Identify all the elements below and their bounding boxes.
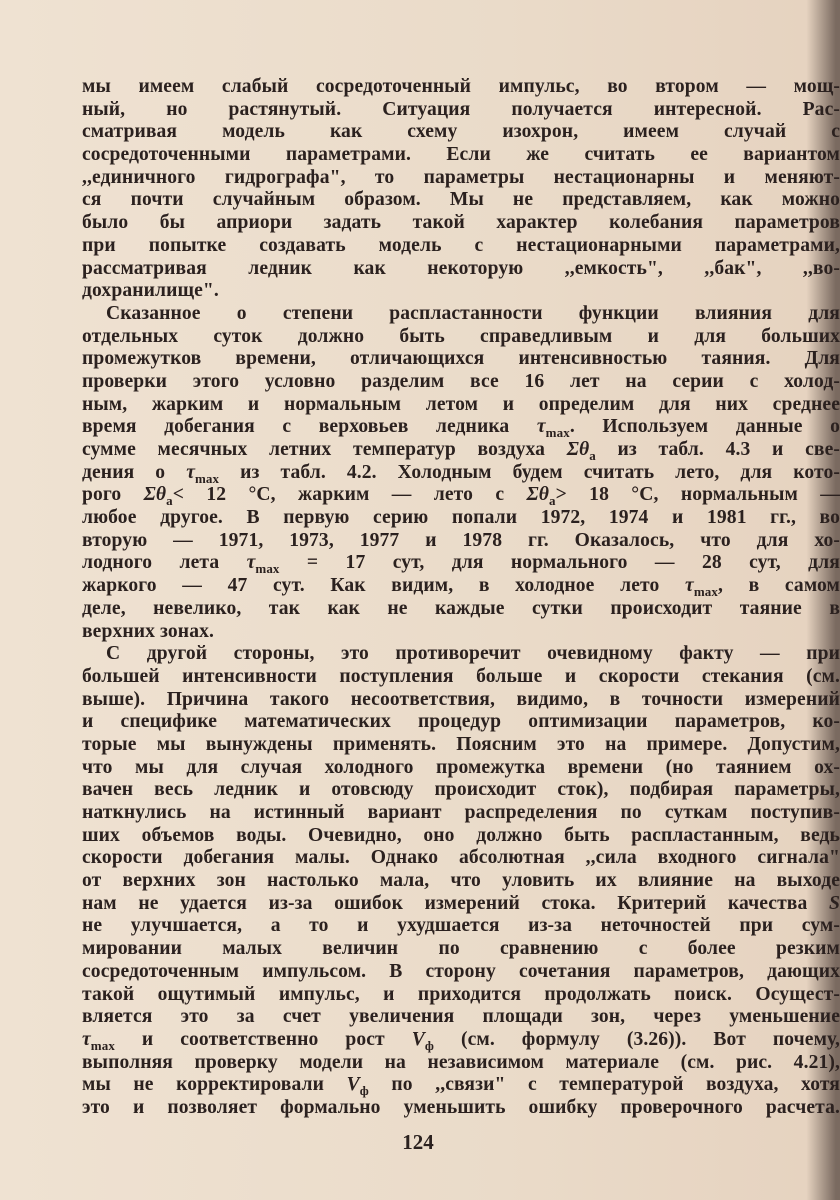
text-line [82,870,840,893]
text-run: (см. формулу (3.26)). Вот почему, [434,1028,840,1050]
text-run: ,,единичного гидрографа", то параметры нестационарны и меняют- [82,166,840,188]
text-line [82,666,840,689]
text-line [82,847,840,870]
text-run: . Используем данные о [569,416,840,438]
text-run: торые мы вынуждены применять. Поясним это на примере. Допустим, [82,733,840,755]
text-line [82,167,840,190]
text-run: мировании малых величин по сравнению с более резким [82,938,840,960]
text-run: ся почти случайным образом. Мы не представляем, как можно [82,189,840,211]
math-base: Σθ [526,484,549,506]
text-run: дохранилище". [82,280,219,302]
math-subscript: max [90,1037,115,1053]
text-run: = 17 сут, для нормального — 28 сут, для [279,552,840,574]
math-symbol [536,416,570,441]
text-run: рассматривая ледник как некоторую ,,емкость", ,,бак", ,,во- [82,257,840,279]
text-line [82,711,840,734]
text-line [82,235,840,258]
text-line [82,99,840,122]
text-run: это и позволяет формально уменьшить ошибку проверочного расчета. [82,1096,840,1118]
text-run: ный, но растянутый. Ситуация получается интересной. Рас- [82,98,840,120]
math-subscript: ф [424,1037,435,1053]
math-symbol [82,1028,115,1053]
text-run: было бы априори задать такой характер колебания параметров [82,212,840,234]
text-run: жаркого — 47 сут. Как видим, в холодное лето [82,575,686,597]
text-line [82,484,840,507]
text-line [82,802,840,825]
text-line [82,462,840,485]
text-line [82,552,840,575]
text-run: по ,,связи" с температурой воздуха, хотя [368,1074,840,1096]
text-run: сумме месячных летних температур воздуха [82,439,567,460]
text-line [82,938,840,961]
math-symbol [829,893,840,914]
text-run: , в самом [717,575,840,597]
text-run: скорости добегания малы. Однако абсолютная ,,сила входного сигнала" [82,847,840,869]
text-run: отдельных суток должно быть справедливым и для больших [82,325,840,347]
math-symbol [246,552,280,577]
text-run: и соответственно рост [114,1028,412,1050]
text-run: Сказанное о степени распластанности функции влияния для [106,302,840,324]
math-symbol [143,484,173,509]
text-line [82,76,840,99]
math-subscript: max [255,561,280,577]
text-run: лодного лета [82,552,247,574]
text-line [82,303,840,326]
text-line [82,915,840,938]
text-line [82,689,840,712]
text-run: что мы для случая холодного промежутка времени (но таянием ох- [82,756,840,778]
text-line [82,416,840,439]
text-run: проверки этого условно разделим все 16 лет на серии с холод- [82,370,840,392]
text-line [82,1097,840,1120]
body-text [82,76,840,1120]
text-line [82,621,840,644]
text-run: из табл. 4.2. Холодным будем считать лето, для кото- [219,461,840,483]
text-run: мы не корректировали [82,1074,347,1096]
text-run: время добегания с верховьев ледника [82,416,537,438]
text-line [82,212,840,235]
text-line [82,734,840,757]
text-line [82,348,840,371]
text-run: вторую — 1971, 1973, 1977 и 1978 гг. Оказалось, что для хо- [82,529,840,551]
text-run: > 18 °С, нормальным — [555,484,840,506]
text-run: любое другое. В первую серию попали 1972, 1974 и 1981 гг., во [82,507,840,529]
text-line [82,757,840,780]
math-subscript: a [166,493,173,509]
text-line [82,371,840,394]
text-run: промежутков времени, отличающихся интенсивностью таяния. Для [82,348,840,370]
text-line [82,643,840,666]
text-line [82,530,840,553]
math-base: S [829,892,840,914]
text-line [82,1074,840,1097]
math-subscript: a [589,448,596,463]
text-line [82,779,840,802]
text-run: сосредоточенным импульсом. В сторону сочетания параметров, дающих [82,960,840,982]
text-run: вачен весь ледник и отовсюду происходит сток), подбирая параметры, [82,779,840,801]
text-run: < 12 °С, жарким — лето с [172,484,527,506]
text-run: верхних зонах. [82,620,214,642]
text-run: большей интенсивности поступления больше и скорости стекания (см. [82,665,840,687]
text-line [82,1052,840,1075]
text-line [82,984,840,1007]
math-base: V [411,1028,425,1050]
math-base: V [346,1074,360,1096]
text-line [82,439,840,462]
text-line [82,507,840,530]
text-line [82,825,840,848]
text-run: выполняя проверку модели на независимом материале (см. рис. 4.21), [82,1051,840,1073]
text-run: ших объемов воды. Очевидно, оно должно быть распластанным, ведь [82,824,840,846]
page-number: 124 [402,1130,434,1154]
text-run: деле, невелико, так как не каждые сутки происходит таяние в [82,597,840,619]
text-line [82,1006,840,1029]
text-run: выше). Причина такого несоответствия, видимо, в точности измерений [82,688,840,710]
text-line [82,258,840,281]
math-base: Σθ [143,484,167,506]
math-base: τ [685,575,694,597]
text-line [82,121,840,144]
text-run: рого [82,484,144,506]
text-run: наткнулись на истинный вариант распределения по суткам поступив- [82,802,840,823]
math-symbol [685,575,718,600]
text-run: сматривая модель как схему изохрон, имеем случай с [82,121,840,143]
text-run: С другой стороны, это противоречит очевидному факту — при [106,643,840,665]
text-line [82,144,840,167]
text-line [82,893,840,916]
text-run: от верхних зон настолько мала, что уловить их влияние на выходе [82,870,840,892]
math-base: τ [536,416,546,438]
text-line [82,280,840,303]
text-line [82,961,840,984]
math-subscript: max [693,584,718,600]
math-symbol [526,484,556,509]
math-symbol [411,1028,435,1053]
text-line [82,575,840,598]
text-run: сосредоточенными параметрами. Если же считать ее вариантом [82,144,840,166]
text-run: из табл. 4.3 и све- [595,439,840,460]
text-line [82,1029,840,1052]
text-run: мы имеем слабый сосредоточенный импульс, во втором — мощ- [82,76,840,97]
math-subscript: a [548,493,556,509]
math-base: τ [246,552,256,574]
text-run: дения о [82,461,187,483]
text-line [82,598,840,621]
math-subscript: max [195,470,220,486]
text-run: и специфике математических процедур оптимизации параметров, ко- [82,711,840,733]
text-run: при попытке создавать модель с нестационарными параметрами, [82,234,840,256]
math-base: τ [82,1028,91,1050]
text-run: вляется это за счет увеличения площади зон, через уменьшение [82,1006,840,1028]
math-symbol [346,1074,369,1099]
math-base: Σθ [566,439,590,460]
math-base: τ [186,461,195,483]
text-line [82,394,840,417]
text-line [82,189,840,212]
math-symbol [186,461,220,486]
text-run: не улучшается, а то и ухудшается из-за неточностей при сум- [82,915,840,937]
math-symbol [566,439,596,463]
text-run: нам не удается из-за ошибок измерений стока. Критерий качества [82,892,829,914]
math-subscript: ф [359,1083,369,1099]
text-line [82,326,840,349]
text-run: такой ощутимый импульс, и приходится продолжать поиск. Осущест- [82,983,840,1005]
math-subscript: max [545,425,570,441]
text-run: ным, жарким и нормальным летом и определим для них среднее [82,393,840,415]
